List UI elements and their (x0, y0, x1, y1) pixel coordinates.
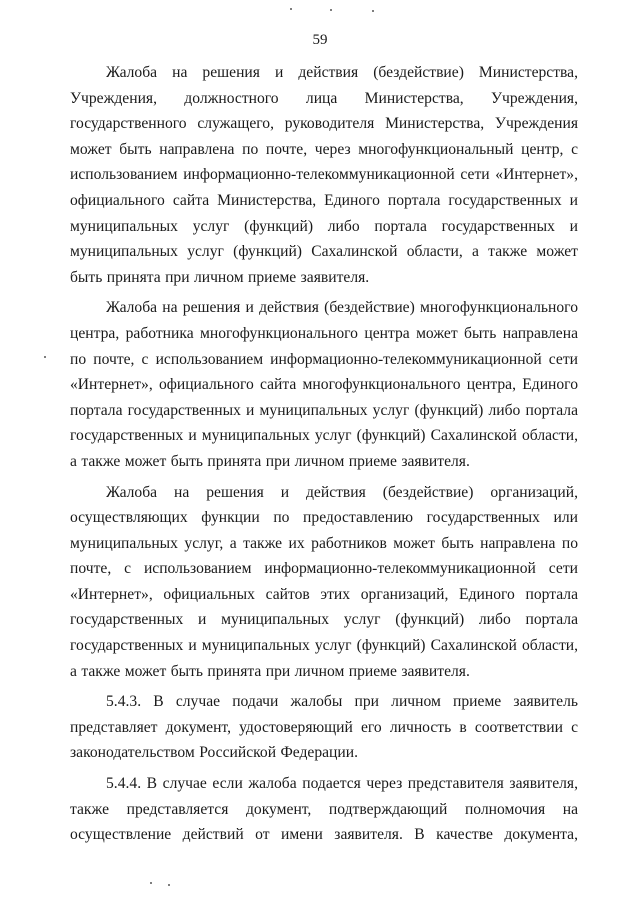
scan-artifact (330, 9, 332, 11)
paragraph: Жалоба на решения и действия (бездействие) Министерства, Учреждения, должностного лица Министерства, Учреждения, государственного служащего, руководителя Министерства, Учреждения может быть направлена по почте, через многофункциональный центр, с использованием информационно-телекоммуникационной сети «Интернет», официального сайта Министерства, Единого портала государственных и муниципальных услуг (функций) либо портала государственных и муниципальных услуг (функций) Сахалинской области, а также может быть принята при личном приеме заявителя. (70, 64, 578, 286)
paragraph: 5.4.4. В случае если жалоба подается через представителя заявителя, также представляется документ, подтверждающий полномочия на осуществление действий от имени заявителя. В качестве документа, (70, 775, 578, 844)
paragraph: Жалоба на решения и действия (бездействие) многофункционального центра, работника многофункционального центра может быть направлена по почте, с использованием информационно-телекоммуникационной сети «Интернет», официального сайта многофункционального центра, Единого портала государственных и муниципальных услуг (функций) либо портала государственных и муниципальных услуг (функций) Сахалинской области, а также может быть принята при личном приеме заявителя. (70, 299, 578, 470)
scan-artifact (372, 10, 374, 12)
scan-artifact (44, 356, 46, 358)
scan-artifact (168, 884, 170, 886)
scan-artifact (290, 8, 292, 10)
page-number: 59 (312, 32, 328, 48)
document-body (70, 60, 578, 848)
paragraph: Жалоба на решения и действия (бездействие) организаций, осуществляющих функции по предоставлению государственных или муниципальных услуг, а также их работников может быть направлена по почте, с использованием информационно-телекоммуникационной сети «Интернет», официальных сайтов этих организаций, Единого портала государственных и муниципальных услуг (функций) либо портала государственных и муниципальных услуг (функций) Сахалинской области, а также может быть принята при личном приеме заявителя. (70, 483, 578, 680)
scan-artifact (150, 882, 152, 884)
paragraph: 5.4.3. В случае подачи жалобы при личном приеме заявитель представляет документ, удостоверяющий его личность в соответствии с законодательством Российской Федерации. (70, 693, 578, 762)
